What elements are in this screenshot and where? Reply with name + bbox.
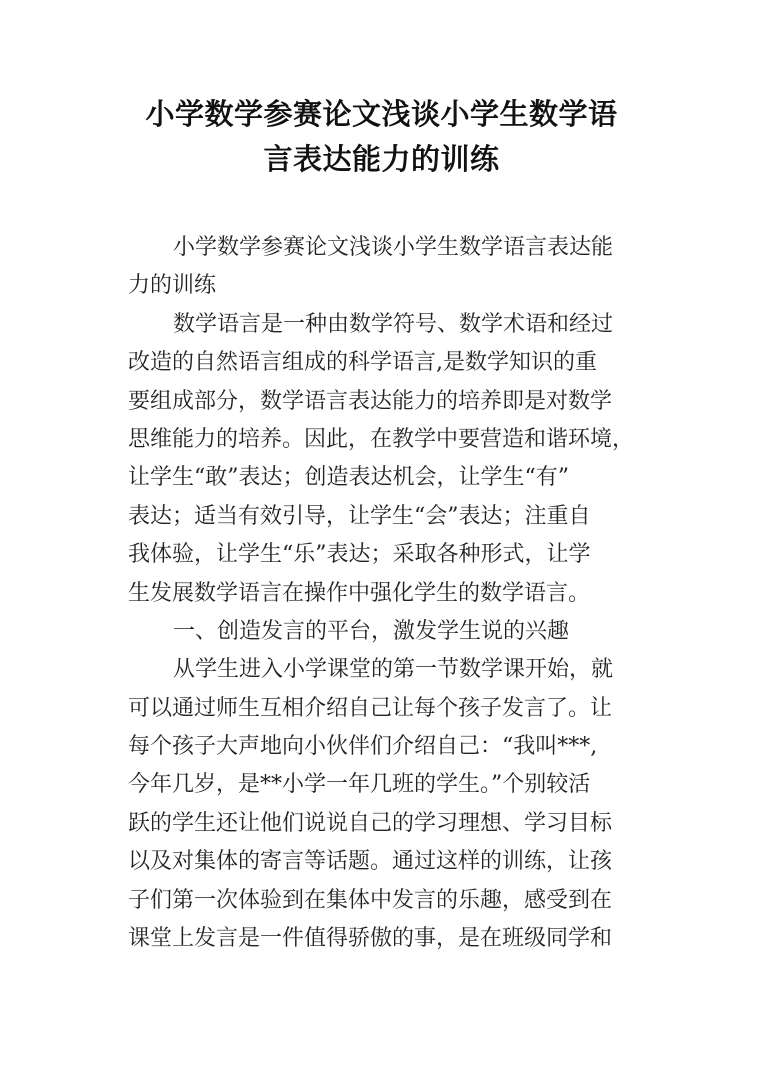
- body-line: 要组成部分，数学语言表达能力的培养即是对数学: [128, 388, 613, 414]
- body-line: 每个孩子大声地向小伙伴们介绍自己：“我叫***,: [128, 734, 598, 760]
- body-line: 以及对集体的寄言等话题。通过这样的训练，让孩: [128, 849, 613, 875]
- title-line-2: 言表达能力的训练: [263, 142, 500, 176]
- body-line: 思维能力的培养。因此，在教学中要营造和谐环境，: [128, 426, 635, 452]
- body-line: 课堂上发言是一件值得骄傲的事，是在班级同学和: [128, 926, 613, 952]
- body-line: 数学语言是一种由数学符号、数学术语和经过: [173, 311, 614, 337]
- document-body: [128, 229, 648, 958]
- body-line: 今年几岁，是**小学一年几班的学生。”个别较活: [128, 772, 591, 798]
- body-line: 我体验，让学生“乐”表达；采取各种形式，让学: [128, 542, 591, 568]
- body-line: 改造的自然语言组成的科学语言,是数学知识的重: [128, 350, 597, 376]
- body-line: 表达；适当有效引导，让学生“会”表达；注重自: [128, 503, 591, 529]
- body-line: 让学生“敢”表达；创造表达机会，让学生“有”: [128, 465, 569, 491]
- document-title: [120, 92, 643, 182]
- body-line: 力的训练: [128, 273, 217, 299]
- body-line: 子们第一次体验到在集体中发言的乐趣，感受到在: [128, 887, 613, 913]
- body-line: 可以通过师生互相介绍自己让每个孩子发言了。让: [128, 695, 613, 721]
- body-line: 跃的学生还让他们说说自己的学习理想、学习目标: [128, 810, 613, 836]
- body-line: 生发展数学语言在操作中强化学生的数学语言。: [128, 580, 591, 606]
- body-line: 从学生进入小学课堂的第一节数学课开始，就: [173, 657, 614, 683]
- title-line-1: 小学数学参赛论文浅谈小学生数学语: [145, 97, 618, 131]
- body-line: 一、创造发言的平台，激发学生说的兴趣: [173, 618, 570, 644]
- body-line: 小学数学参赛论文浅谈小学生数学语言表达能: [173, 235, 614, 260]
